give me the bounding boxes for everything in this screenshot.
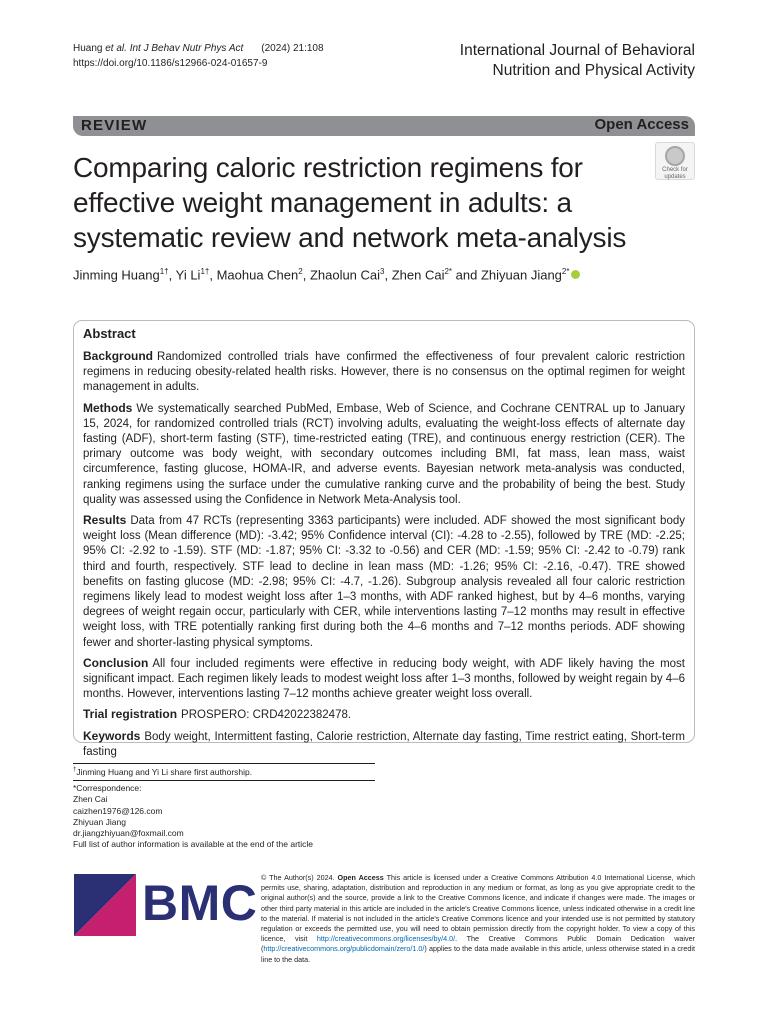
author-list: Jinming Huang$^{1\dagger}$, Yi $Li^{1\dagger}$, Maohua Chen$^2$, Zhaolun Cai$^3$, Zhen Cai$^{2*}$ and Zhiyuan Jiang$^{2*}$ xyxy=(73,263,695,284)
abstract-methods: Methods We systematically searched PubMed, Embase, Web of Science, and Cochrane CENTRAL up to January 15, 2024, for randomized controlled trials (RCT) involving adults, evaluating the weight-loss effects of alternate day fasting (ADF), short-term fasting (STF), time-restricted eating (TRE), and continuous energy restriction (CER). The primary outcome was body weight, with secondary outcomes including BMI, fat mass, lean mass, waist circumference, fasting glucose, HOMA-IR, and adverse events. Bayesian network meta-analysis was conducted, ranking regimens using the surface under the cumulative ranking curve and the probability of being the best. Study quality was assessed using the Confidence in Network Meta-Analysis tool. xyxy=(83,400,685,506)
journal-name: International Journal of Behavioral Nutrition and Physical Activity xyxy=(459,42,695,79)
open-access-label: Open Access xyxy=(594,116,689,133)
footnote-divider xyxy=(73,780,375,781)
section-label: Background xyxy=(83,349,154,363)
doi-link[interactable]: https://doi.org/10.1186/s12966-024-01657-9 xyxy=(73,58,268,69)
license-text: © The Author(s) 2024. Open Access This article is licensed under a Creative Commons Attribution 4.0 International License, which permits use, sharing, adaptation, distribution and reproduction in any medium or format, as long as you give appropriate credit to the original author(s) and the source, provide a link to the Creative Commons licence, and indicate if changes were made. The images or other third party material in this article are included in the article's Creative Commons licence, unless indicated otherwise in a credit line to the material. If material is not included in the article's Creative Commons licence and your intended use is not permitted by statutory regulation or exceeds the permitted use, you will need to obtain permission directly from the copyright holder. To view a copy of this licence, visit http://creativecommons.org/licenses/by/4.0/. The Creative Commons Public Domain Dedication waiver (http://creativecommons.org/publicdomain/zero/1.0/) applies to the data made available in this article, unless otherwise stated in a credit line to the data. xyxy=(261,873,695,964)
author-name[interactable]: Zhen Cai xyxy=(391,267,445,283)
publisher-logo-text: BMC xyxy=(142,875,258,931)
abstract-box xyxy=(73,320,695,758)
author-name[interactable]: Zhaolun Cai xyxy=(309,267,381,283)
contact-email[interactable]: dr.jiangzhiyuan@foxmail.com xyxy=(73,828,184,839)
section-label: Methods xyxy=(83,400,133,415)
abstract-keywords: Keywords Body weight, Intermittent fasting, Calorie restriction, Alternate day fasting, Time restrict eating, Short-term fasting xyxy=(83,728,685,758)
public-domain-link[interactable]: http://creativecommons.org/publicdomain/zero/1.0/ xyxy=(263,944,425,954)
contact-name: Zhen Cai xyxy=(73,794,108,805)
author-name[interactable]: Maohua Chen xyxy=(216,267,299,283)
citation-line xyxy=(73,41,324,56)
article-type: REVIEW xyxy=(81,117,148,134)
contact-name: Zhiyuan Jiang xyxy=(73,816,126,827)
bmc-logo-icon xyxy=(74,874,136,936)
correspondence-label: *Correspondence: xyxy=(73,783,142,793)
correspondence-block xyxy=(73,783,313,851)
abstract-conclusion: Conclusion All four included regiments were effective in reducing body weight, with ADF likely having the most significant impact. Each regimen likely leads to modest weight loss after 1–3 months, followed by weight regain by 4–6 months. However, interventions lasting 7–12 months achieve greater weight loss overall. xyxy=(83,655,685,701)
running-header xyxy=(73,41,324,71)
citation-authors: Huang xyxy=(73,43,106,54)
article-title: Comparing caloric restriction regimens for effective weight management in adults: a systematic review and network meta-analysis xyxy=(73,152,627,253)
check-updates-label: Check for updates xyxy=(662,167,688,180)
license-link[interactable]: http://creativecommons.org/licenses/by/4.0/ xyxy=(316,934,456,944)
author-affiliation: 1† xyxy=(159,267,169,276)
first-authorship-note: †Jinming Huang and Yi Li share first authorship. xyxy=(73,766,253,777)
section-label: Keywords xyxy=(83,728,141,743)
author-name[interactable]: Yi Li xyxy=(175,267,201,283)
citation-year: (2024) 21:108 xyxy=(261,43,324,54)
author-affiliation: 2* xyxy=(561,267,570,276)
author-affiliation: 3 xyxy=(380,267,385,276)
author-info-note: Full list of author information is available at the end of the article xyxy=(73,839,314,850)
author-affiliation: 1† xyxy=(200,267,210,276)
abstract-heading: Abstract xyxy=(83,326,136,341)
author-name[interactable]: Zhiyuan Jiang xyxy=(480,267,562,283)
citation-journal-abbrev: et al. Int J Behav Nutr Phys Act xyxy=(105,43,244,54)
contact-email[interactable]: caizhen1976@126.com xyxy=(73,805,163,816)
article-type-banner xyxy=(73,116,695,136)
author-affiliation: 2* xyxy=(444,267,453,276)
abstract-background: Background Randomized controlled trials have confirmed the effectiveness of four prevalent caloric restriction regimens in reducing obesity-related health risks. However, there is no consensus on the optimal regimen for weight management in adults. xyxy=(83,349,685,394)
section-label: Trial registration xyxy=(83,707,178,722)
author-affiliation: 2 xyxy=(298,267,303,276)
check-for-updates-button[interactable] xyxy=(655,142,695,180)
section-label: Results xyxy=(83,513,127,528)
abstract-results: Results Data from 47 RCTs (representing 3363 participants) were included. ADF showed the most significant body weight loss (Mean difference (MD): -3.42; 95% Confidence interval (CI): -4.28 to -2.55), followed by TRE (MD: -2.25; 95% CI: -2.92 to -1.59). STF (MD: -1.87; 95% CI: -3.32 to -0.56) and CER (MD: -1.59; 95% CI: -2.42 to -0.79) rank third and fourth, respectively. STF lead to decline in lean mass (MD: -1.26; 95% CI: -2.16, -0.47). TRE showed benefits on fasting glucose (MD: -2.98; 95% CI: -4.7, -1.26). Subgroup analysis revealed all four caloric restriction regimens likely lead to modest weight loss after 1–3 months, with ADF ranked highest, but by 4–6 months, varying degrees of weight regain occur, particularly with CER, while interventions lasting 7–12 months may result in effective weight loss, with TRE potentially ranking first during both the 4–6 months and 7–12 months periods. ADF showing fewer and shorter-lasting physical symptoms. xyxy=(83,513,685,649)
footnote-divider xyxy=(73,763,375,764)
author-name[interactable]: Jinming Huang xyxy=(73,267,160,283)
section-label: Conclusion xyxy=(83,655,149,670)
abstract-trial-registration: Trial registration PROSPERO: CRD42022382478. xyxy=(83,707,352,722)
check-updates-icon xyxy=(665,146,685,166)
orcid-icon[interactable] xyxy=(571,270,580,279)
